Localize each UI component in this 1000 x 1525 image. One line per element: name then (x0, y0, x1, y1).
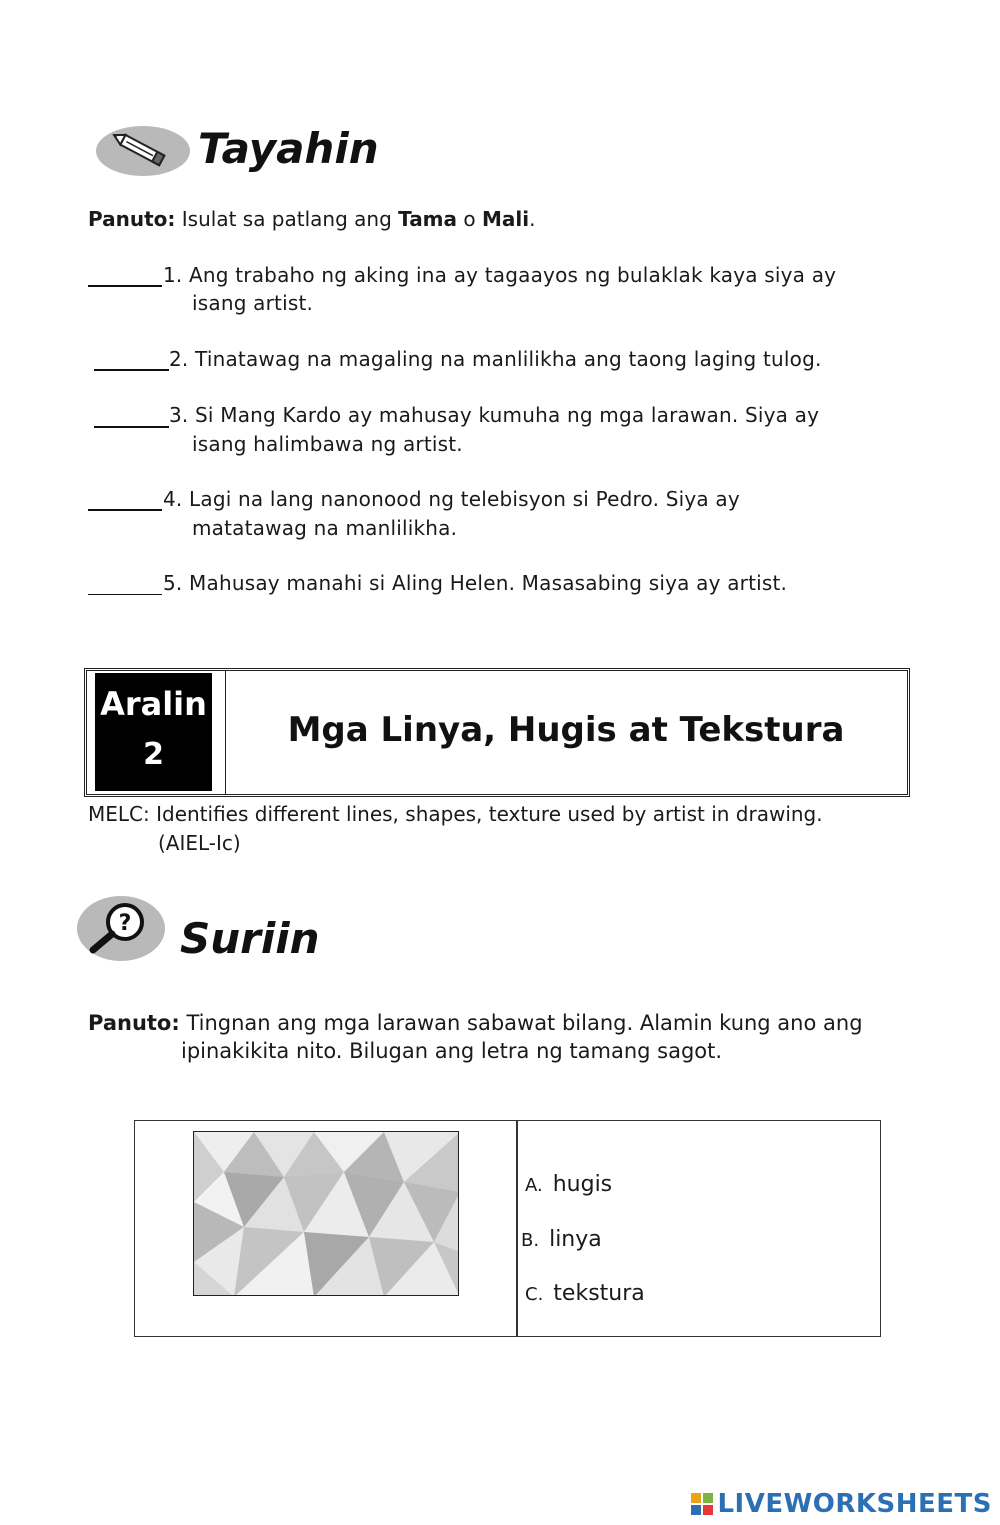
option-letter: B. (521, 1230, 540, 1251)
item-text-cont: matatawag na manlilikha. (192, 516, 458, 540)
melc-code: (AIEL-Ic) (158, 831, 241, 855)
section-title-tayahin: Tayahin (198, 124, 379, 173)
instruction-text: . (529, 207, 536, 231)
option-text: tekstura (553, 1281, 645, 1306)
item-text-cont: isang halimbawa ng artist. (192, 432, 463, 456)
lesson-tag-word: Aralin (100, 685, 207, 723)
brand-name: LIVEWORKSHEETS (717, 1489, 992, 1519)
instruction-text-cont: ipinakikita nito. Bilugan ang letra ng tamang sagot. (181, 1039, 723, 1063)
option-text: linya (549, 1227, 602, 1252)
item-text: 5. Mahusay manahi si Aling Helen. Masasabing siya ay artist. (163, 571, 788, 595)
instruction-mali: Mali (481, 207, 530, 231)
answer-blank-1[interactable] (88, 285, 162, 287)
instruction-label: Panuto: (88, 207, 176, 231)
instruction-text: Isulat sa patlang ang (175, 207, 399, 231)
suriin-instruction (88, 1009, 863, 1065)
section-title-suriin: Suriin (180, 914, 320, 963)
answer-blank-3[interactable] (94, 426, 169, 428)
answer-blank-2[interactable] (94, 369, 169, 371)
melc (88, 800, 823, 858)
answer-blank-4[interactable] (88, 509, 162, 511)
lesson-tag-number: 2 (143, 737, 164, 772)
item-text-cont: isang artist. (192, 291, 314, 315)
item-text: 2. Tinatawag na magaling na manlilikha ang taong laging tulog. (169, 347, 822, 371)
table-divider (516, 1120, 518, 1337)
logo-mark-icon (691, 1493, 713, 1515)
option-b[interactable] (521, 1227, 602, 1252)
lesson-title: Mga Linya, Hugis at Tekstura (287, 710, 845, 750)
tayahin-instruction (88, 205, 535, 233)
instruction-text: o (457, 207, 482, 231)
melc-text: MELC: Identifies different lines, shapes, texture used by artist in drawing. (88, 802, 823, 826)
pencil-icon (96, 126, 190, 176)
option-letter: C. (525, 1284, 544, 1305)
item-text: 1. Ang trabaho ng aking ina ay tagaayos ng bulaklak kaya siya ay (163, 263, 837, 287)
item-text: 4. Lagi na lang nanonood ng telebisyon si Pedro. Siya ay (163, 487, 740, 511)
lesson-tag (95, 673, 212, 791)
item-text: 3. Si Mang Kardo ay mahusay kumuha ng mga larawan. Siya ay (169, 403, 820, 427)
texture-image (193, 1131, 459, 1296)
instruction-text: Tingnan ang mga larawan sabawat bilang. Alamin kung ano ang (179, 1011, 863, 1035)
option-a[interactable] (525, 1172, 612, 1197)
instruction-tama: Tama (398, 207, 458, 231)
instruction-label: Panuto: (88, 1011, 180, 1035)
option-letter: A. (525, 1175, 543, 1196)
answer-blank-5[interactable] (88, 594, 162, 595)
option-text: hugis (552, 1172, 613, 1197)
liveworksheets-logo (691, 1489, 992, 1519)
magnifier-question-icon (77, 896, 165, 961)
option-c[interactable] (525, 1281, 645, 1306)
svg-text:?: ? (118, 911, 132, 936)
